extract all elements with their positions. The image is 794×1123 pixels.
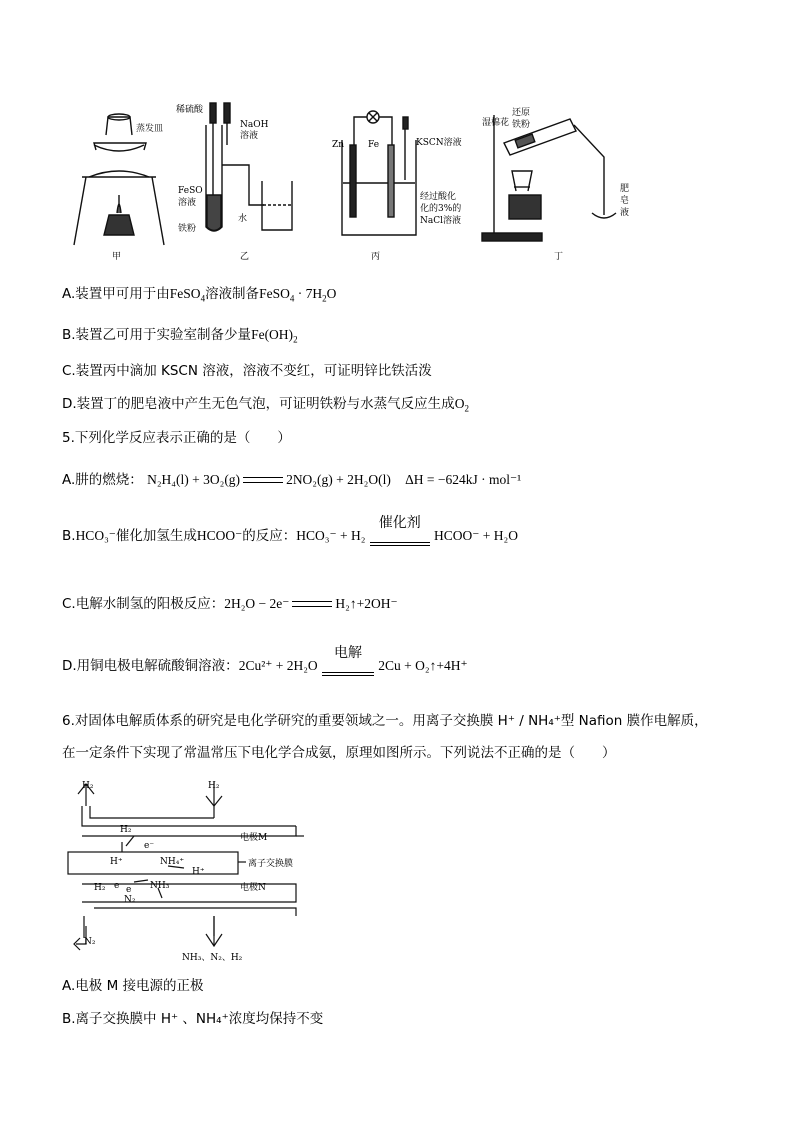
q5-option-b: B.HCO₃⁻催化加氢生成HCOO⁻的反应：HCO₃⁻ + H₂ 催化剂 HCOO⁻ + H₂O	[62, 515, 518, 544]
label-electron-top: e⁻	[144, 841, 155, 851]
label-kscn: KSCN溶液	[416, 138, 462, 148]
equals-sign	[243, 477, 283, 483]
label-soap-3: 液	[620, 208, 630, 218]
label-electron-1: e	[114, 881, 120, 891]
label-evaporating-dish: 蒸发皿	[136, 124, 164, 134]
q5-option-a: A.肼的燃烧： N₂H₄(l) + 3O₂(g) 2NO₂(g) + 2H₂O(l) ΔH = −624kJ · mol⁻¹	[62, 472, 522, 488]
label-zn: Zn	[332, 140, 345, 150]
label-water: 水	[238, 214, 248, 224]
q6-option-a: A.电极 M 接电源的正极	[62, 978, 204, 994]
label-n2-inner: N₂	[124, 895, 136, 905]
label-h2-inlet-left: H₂	[82, 781, 94, 791]
q4-option-c: C.装置丙中滴加 KSCN 溶液，溶液不变红，可证明锌比铁活泼	[62, 363, 432, 379]
label-outlet-gases: NH₃、N₂、H₂	[182, 953, 243, 963]
q5-option-d: D.用铜电极电解硫酸铜溶液：2Cu²⁺ + 2H₂O 电解 2Cu + O₂↑+4H⁺	[62, 645, 468, 674]
caption-ding: 丁	[554, 252, 564, 262]
caption-yi: 乙	[240, 252, 250, 262]
q6-option-b: B.离子交换膜中 H⁺ 、NH₄⁺浓度均保持不变	[62, 1011, 324, 1027]
q4-option-d: D.装置丁的肥皂液中产生无色气泡，可证明铁粉与水蒸气反应生成$O_2$	[62, 396, 469, 414]
label-iron-powder: 铁粉	[178, 224, 197, 234]
label-h2-inner: H₂	[120, 825, 132, 835]
label-nacl: NaCl溶液	[420, 216, 462, 226]
caption-bing: 丙	[371, 252, 381, 262]
label-nh4-plus: NH₄⁺	[160, 857, 185, 867]
label-nh3: NH₃	[150, 881, 170, 891]
caption-jia: 甲	[112, 252, 122, 262]
label-h2-inlet-right: H₂	[208, 781, 220, 791]
label-electrode-n: 电极N	[240, 883, 266, 893]
catalyst-arrow: 催化剂	[370, 535, 430, 546]
label-n2-inlet: N₂	[84, 937, 96, 947]
q5-stem: 5.下列化学反应表示正确的是（ ）	[62, 430, 291, 446]
q6-stem-line2: 在一定条件下实现了常温常压下电化学合成氨，原理如图所示。下列说法不正确的是（ ）	[62, 745, 616, 761]
label-electron-2: e	[126, 885, 132, 895]
apparatus-figure	[64, 95, 648, 267]
q6-stem-line1: 6.对固体电解质体系的研究是电化学研究的重要领域之一。用离子交换膜 H⁺ / NH₄⁺型 Nafion 膜作电解质，	[62, 713, 708, 729]
equals-sign	[292, 601, 332, 607]
label-dilute-acid: 稀硫酸	[176, 105, 204, 115]
label-soap-1: 肥	[620, 184, 630, 194]
electrolysis-arrow: 电解	[322, 665, 374, 676]
label-naoh-solution: 溶液	[240, 131, 259, 141]
label-h2-low: H₂	[94, 883, 106, 893]
q4-option-b: B.装置乙可用于实验室制备少量$Fe(OH)_2$	[62, 327, 298, 345]
label-h-plus-right: H⁺	[192, 867, 205, 877]
label-feso4: FeSO	[178, 186, 203, 196]
label-wet-cotton: 湿棉花	[482, 118, 510, 128]
label-soap-2: 皂	[620, 196, 630, 206]
label-reduced-2: 铁粉	[512, 120, 531, 130]
label-h-plus-left: H⁺	[110, 857, 123, 867]
label-electrode-m: 电极M	[240, 833, 268, 843]
label-membrane: 离子交换膜	[248, 859, 294, 869]
label-fe: Fe	[368, 140, 380, 150]
label-feso4-solution: 溶液	[178, 198, 197, 208]
label-naoh: NaOH	[240, 120, 269, 130]
label-reduced-1: 还原	[512, 108, 531, 118]
q5-option-c: C.电解水制氢的阳极反应：2H₂O − 2e⁻ H₂↑+2OH⁻	[62, 596, 398, 612]
label-acidified-2: 化的3%的	[420, 204, 462, 214]
electrolysis-diagram	[64, 776, 316, 964]
label-acidified-1: 经过酸化	[420, 192, 457, 202]
q4-option-a: A.装置甲可用于由FeSO$_4$溶液制备FeSO$_4$ · $7H_2O$	[62, 286, 337, 304]
